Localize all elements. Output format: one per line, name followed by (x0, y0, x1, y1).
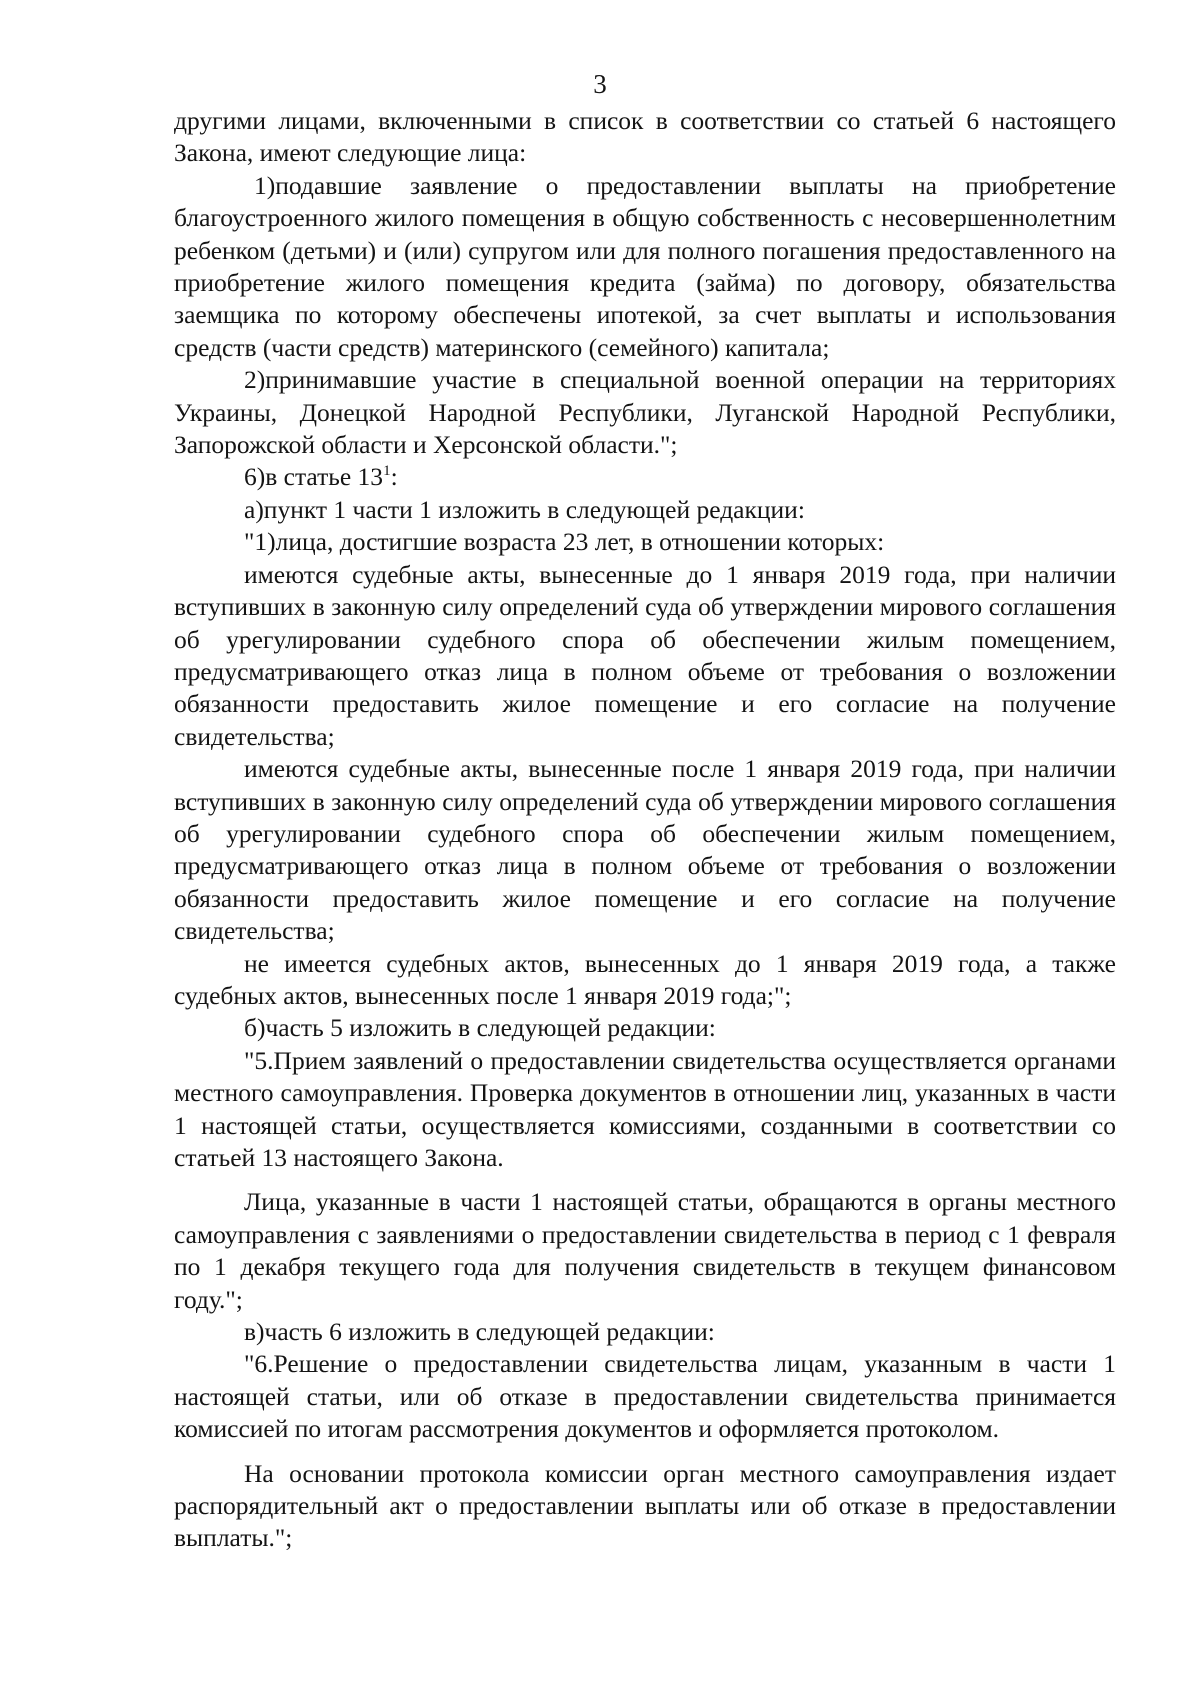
paragraph-protocol: На основании протокола комиссии орган местного самоуправления издает распорядительный акт о предоставлении выплаты или об отказе в предоставлении выплаты."; (174, 1458, 1116, 1553)
document-body (174, 105, 1116, 1555)
paragraph-court-acts-after: имеются судебные акты, вынесенные после 1 января 2019 года, при наличии вступивших в законную силу определений суда об утверждении мирового соглашения об урегулировании судебного спора об обеспечении жилым помещением, предусматривающего отказ лица в полном объеме от требования о возложении обязанности предоставить жилое помещение и его согласие на получение свидетельства; (174, 754, 1116, 946)
article-heading-suffix: : (390, 462, 398, 492)
paragraph-quote-1: "1)лица, достигшие возраста 23 лет, в отношении которых: (244, 527, 885, 557)
paragraph-subitem-a: a)пункт 1 части 1 изложить в следующей редакции: (244, 494, 805, 524)
paragraph-court-acts-before: имеются судебные акты, вынесенные до 1 января 2019 года, при наличии вступивших в законную силу определений суда об утверждении мирового соглашения об урегулировании судебного спора об обеспечении жилым помещением, предусматривающего отказ лица в полном объеме от требования о возложении обязанности предоставить жилое помещение и его согласие на получение свидетельства; (174, 559, 1116, 751)
paragraph-item-2: 2)принимавшие участие в специальной военной операции на территориях Украины, Донецкой Народной Республики, Луганской Народной Республики, Запорожской области и Херсонской области."; (174, 365, 1116, 460)
paragraph-article-heading (174, 461, 1116, 493)
article-heading-prefix: 6)в статье 13 (244, 462, 384, 492)
paragraph-intro: другими лицами, включенными в список в соответствии со статьей 6 настоящего Закона, имеют следующие лица: (174, 106, 1116, 168)
page-number: 3 (593, 69, 607, 99)
paragraph-subitem-b: б)часть 5 изложить в следующей редакции: (244, 1013, 716, 1043)
paragraph-no-court-acts: не имеется судебных актов, вынесенных до 1 января 2019 года, а также судебных актов, вынесенных после 1 января 2019 года;"; (174, 948, 1116, 1010)
paragraph-part-6: "6.Решение о предоставлении свидетельства лицам, указанным в части 1 настоящей статьи, или об отказе в предоставлении свидетельства принимается комиссией по итогам рассмотрения документов и оформляется протоколом. (174, 1349, 1116, 1444)
article-heading-superscript: 1 (383, 463, 391, 480)
paragraph-part-5: "5.Прием заявлений о предоставлении свидетельства осуществляется органами местного самоуправления. Проверка документов в отношении лиц, указанных в части 1 настоящей статьи, осуществляется комиссиями, созданными в соответствии со статьей 13 настоящего Закона. (174, 1045, 1116, 1172)
paragraph-subitem-v: в)часть 6 изложить в следующей редакции: (244, 1317, 715, 1347)
paragraph-part-5-applicants: Лица, указанные в части 1 настоящей статьи, обращаются в органы местного самоуправления с заявлениями о предоставлении свидетельства в период с 1 февраля по 1 декабря текущего года для получения свидетельств в текущем финансовом году."; (174, 1187, 1116, 1314)
paragraph-item-1: 1)подавшие заявление о предоставлении выплаты на приобретение благоустроенного жилого помещения в общую собственность с несовершеннолетним ребенком (детьми) и (или) супругом или для полного погашения предоставленного на приобретение жилого помещения кредита (займа) по договору, обязательства заемщика по которому обеспечены ипотекой, за счет выплаты и использования средств (части средств) материнского (семейного) капитала; (174, 170, 1116, 362)
